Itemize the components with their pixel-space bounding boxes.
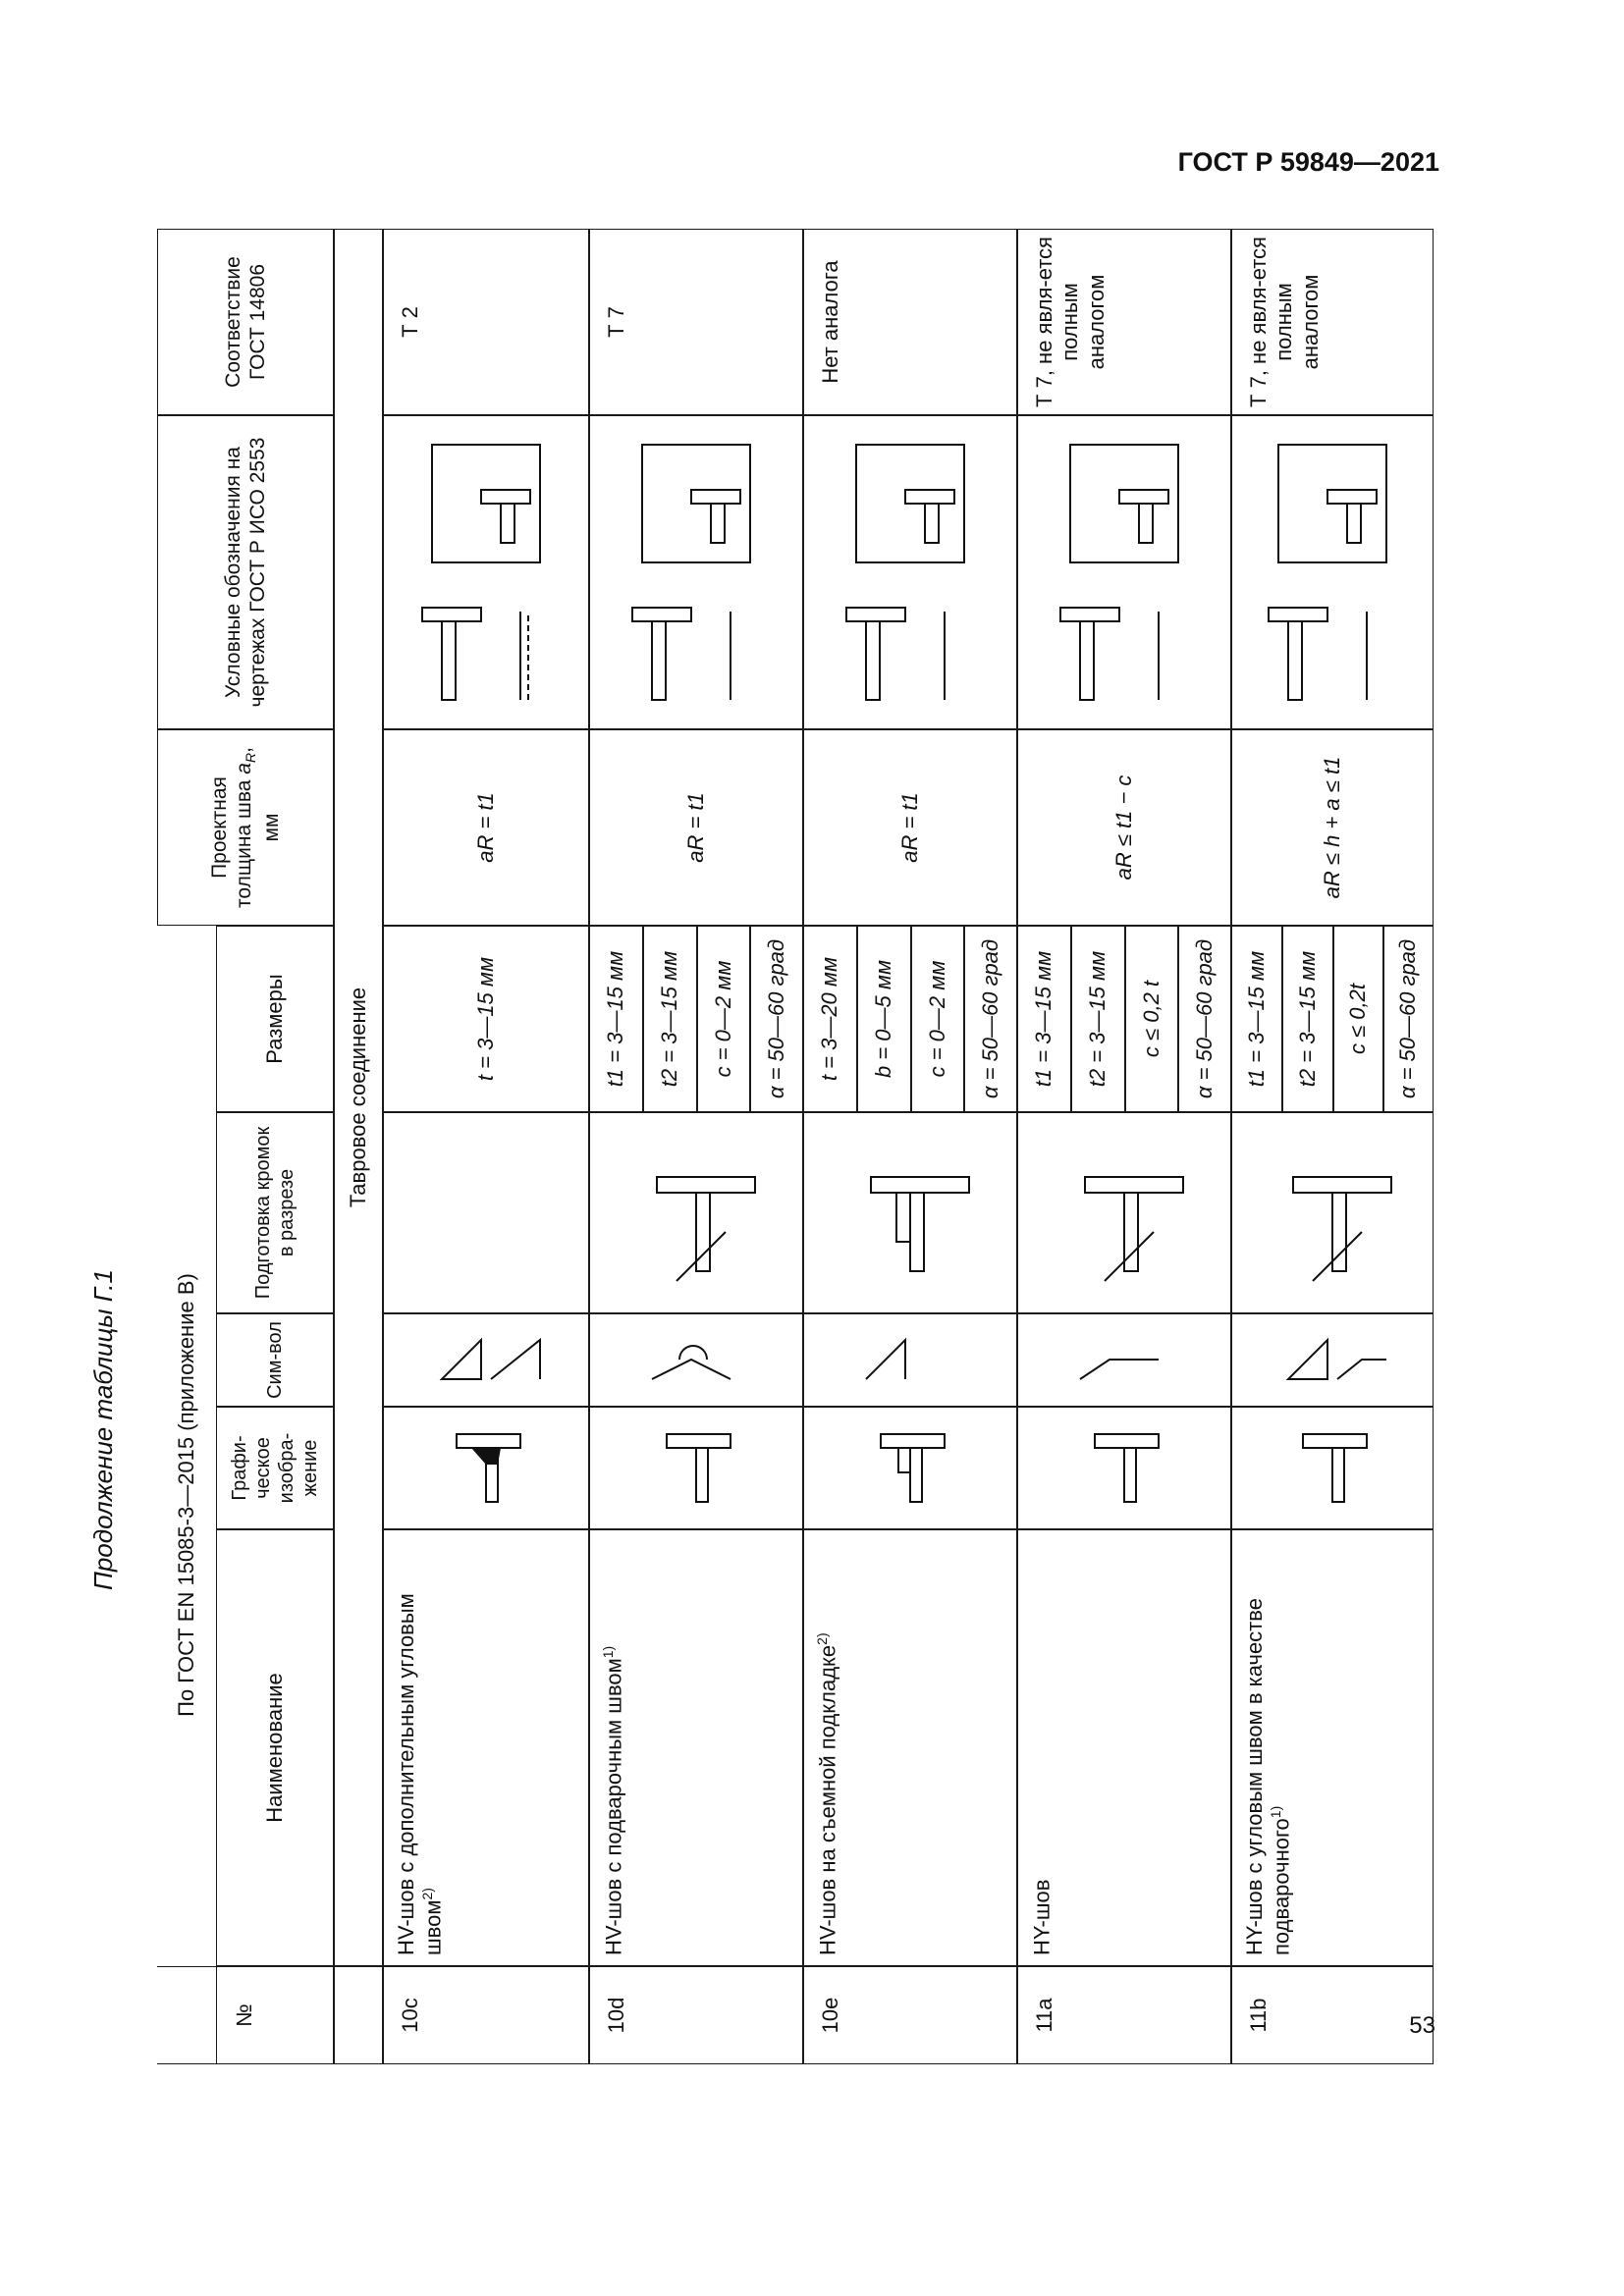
page-number: 53 bbox=[1409, 2012, 1435, 2039]
table-caption: Продолжение таблицы Г.1 bbox=[88, 1269, 118, 1590]
row-11b-dim-1: t1 = 3—15 мм bbox=[1231, 926, 1282, 1112]
row-11b-dim-3: c ≤ 0,2t bbox=[1333, 926, 1383, 1112]
row-10d-designation bbox=[589, 415, 803, 729]
iso2553-designation-icon bbox=[837, 425, 984, 720]
weld-table bbox=[157, 229, 1434, 2064]
t-joint-hv-backing-icon bbox=[657, 1424, 735, 1513]
weld-table-rotated bbox=[157, 229, 1434, 2064]
row-11b-num: 11b bbox=[1231, 1966, 1434, 2064]
row-11a-designation bbox=[1017, 415, 1231, 729]
row-11a-dim-4: α = 50—60 град bbox=[1178, 926, 1231, 1112]
hv-symbol-icon bbox=[846, 1331, 974, 1390]
row-10e-dim-1: t = 3—20 мм bbox=[803, 926, 857, 1112]
row-11a-corr: Т 7, не явля-ется полным аналогом bbox=[1017, 229, 1231, 415]
row-10d-prep bbox=[589, 1112, 803, 1313]
row-10d-dim-4: α = 50—60 град bbox=[750, 926, 803, 1112]
row-10d-symbol bbox=[589, 1313, 803, 1407]
row-11a-name: HY-шов bbox=[1017, 1529, 1231, 1966]
document-header: ГОСТ Р 59849—2021 bbox=[1177, 147, 1439, 177]
row-10d-dim-1: t1 = 3—15 мм bbox=[589, 926, 643, 1112]
row-11a-prep bbox=[1017, 1112, 1231, 1313]
hv-fillet-symbol-icon bbox=[422, 1331, 550, 1390]
edge-prep-10d-icon bbox=[618, 1125, 775, 1302]
iso2553-designation-icon bbox=[623, 425, 770, 720]
row-10e-name: HV-шов на съемной подкладке$^{2)}$ bbox=[803, 1529, 1017, 1966]
row-11a-dim-3: c ≤ 0,2 t bbox=[1125, 926, 1178, 1112]
col-dims-header: Размеры bbox=[216, 926, 334, 1112]
row-11b-designation bbox=[1231, 415, 1434, 729]
row-10d-thick: aR = t1 bbox=[589, 729, 803, 926]
col-corr-header: Соответствие ГОСТ 14806 bbox=[157, 229, 334, 415]
row-10e-num: 10e bbox=[803, 1966, 1017, 2064]
row-10e-corr: Нет аналога bbox=[803, 229, 1017, 415]
row-10d-graphic bbox=[589, 1407, 803, 1529]
row-11b-symbol bbox=[1231, 1313, 1434, 1407]
col-num-header: № bbox=[157, 1966, 334, 2064]
t-joint-hv-fillet-icon bbox=[447, 1424, 525, 1513]
iso2553-designation-icon bbox=[412, 425, 560, 720]
row-10e-designation bbox=[803, 415, 1017, 729]
edge-prep-11b-icon bbox=[1254, 1125, 1411, 1302]
row-10c-prep bbox=[383, 1112, 589, 1313]
row-10e-dim-3: c = 0—2 мм bbox=[911, 926, 964, 1112]
iso2553-designation-icon bbox=[1051, 425, 1198, 720]
row-10c-name: HV-шов с дополнительным угловым швом$^{2)}$ bbox=[383, 1529, 589, 1966]
section-title: Тавровое соединение bbox=[334, 229, 383, 1966]
row-11b-name: HY-шов с угловым швом в качестве подварочного$^{1)}$ bbox=[1231, 1529, 1434, 1966]
row-10c-num: 10c bbox=[383, 1966, 589, 2064]
row-11b-thick: aR ≤ h + a ≤ t1 bbox=[1231, 729, 1434, 926]
row-11a-symbol bbox=[1017, 1313, 1231, 1407]
row-10e-symbol bbox=[803, 1313, 1017, 1407]
row-10e-prep bbox=[803, 1112, 1017, 1313]
row-10d-dim-3: c = 0—2 мм bbox=[697, 926, 750, 1112]
row-11b-dim-4: α = 50—60 град bbox=[1383, 926, 1434, 1112]
t-joint-hy-fillet-icon bbox=[1293, 1424, 1372, 1513]
row-11a-graphic bbox=[1017, 1407, 1231, 1529]
row-10e-thick: aR = t1 bbox=[803, 729, 1017, 926]
col-designation-header: Условные обозначения на чертежах ГОСТ Р ИСО 2553 bbox=[157, 415, 334, 729]
row-10d-dim-2: t2 = 3—15 мм bbox=[643, 926, 697, 1112]
row-10d-name: HV-шов с подварочным швом$^{1)}$ bbox=[589, 1529, 803, 1966]
row-11a-dim-1: t1 = 3—15 мм bbox=[1017, 926, 1071, 1112]
hy-fillet-symbol-icon bbox=[1269, 1331, 1396, 1390]
section-num-cell bbox=[334, 1966, 383, 2064]
row-10c-dims: t = 3—15 мм bbox=[383, 926, 589, 1112]
row-11b-graphic bbox=[1231, 1407, 1434, 1529]
row-10c-symbol bbox=[383, 1313, 589, 1407]
row-10c-thick: aR = t1 bbox=[383, 729, 589, 926]
iso2553-designation-icon bbox=[1259, 425, 1406, 720]
col-thick-header: Проектная толщина шва $a_R$, мм bbox=[157, 729, 334, 926]
row-11a-num: 11a bbox=[1017, 1966, 1231, 2064]
edge-prep-10e-icon bbox=[832, 1125, 989, 1302]
col-symbol-header: Сим-вол bbox=[216, 1313, 334, 1407]
row-11b-corr: Т 7, не явля-ется полным аналогом bbox=[1231, 229, 1434, 415]
row-10c-corr: Т 2 bbox=[383, 229, 589, 415]
row-11b-dim-2: t2 = 3—15 мм bbox=[1282, 926, 1333, 1112]
row-10e-dim-4: α = 50—60 град bbox=[964, 926, 1017, 1112]
row-11a-dim-2: t2 = 3—15 мм bbox=[1071, 926, 1125, 1112]
row-10c-graphic bbox=[383, 1407, 589, 1529]
row-10d-corr: Т 7 bbox=[589, 229, 803, 415]
col-graphic-header: Графи-ческое изобра-жение bbox=[216, 1407, 334, 1529]
row-10e-graphic bbox=[803, 1407, 1017, 1529]
group-header: По ГОСТ EN 15085-3—2015 (приложение В) bbox=[173, 1273, 198, 1717]
row-11a-thick: aR ≤ t1 − c bbox=[1017, 729, 1231, 926]
hy-symbol-icon bbox=[1060, 1331, 1188, 1390]
t-joint-hy-icon bbox=[1085, 1424, 1164, 1513]
hv-backing-symbol-icon bbox=[632, 1331, 760, 1390]
row-10d-num: 10d bbox=[589, 1966, 803, 2064]
col-name-header: Наименование bbox=[216, 1529, 334, 1966]
row-10c-designation bbox=[383, 415, 589, 729]
row-10e-dim-2: b = 0—5 мм bbox=[857, 926, 911, 1112]
col-prep-header: Подготовка кромок в разрезе bbox=[216, 1112, 334, 1313]
t-joint-backing-strip-icon bbox=[871, 1424, 949, 1513]
row-11b-prep bbox=[1231, 1112, 1434, 1313]
edge-prep-11a-icon bbox=[1046, 1125, 1203, 1302]
